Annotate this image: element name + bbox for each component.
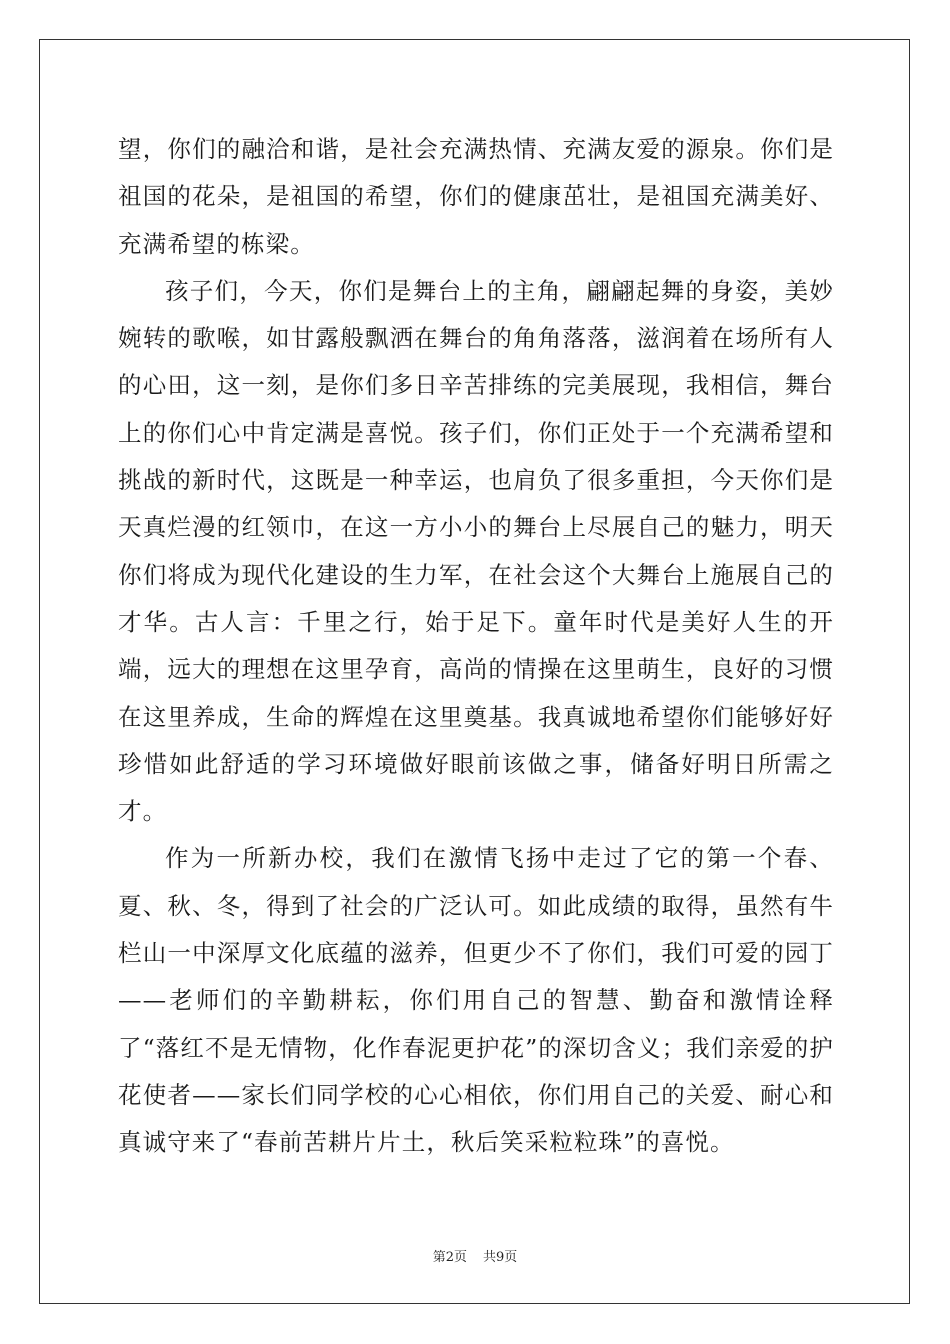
page-footer xyxy=(0,1246,950,1265)
paragraph-continued: 望，你们的融洽和谐，是社会充满热情、充满友爱的源泉。你们是祖国的花朵，是祖国的希望，你们的健康茁壮，是祖国充满美好、充满希望的栋梁。 xyxy=(118,135,834,258)
paragraph: 作为一所新办校，我们在激情飞扬中走过了它的第一个春、夏、秋、冬，得到了社会的广泛认可。如此成绩的取得，虽然有牛栏山一中深厚文化底蕴的滋养，但更少不了你们，我们可爱的园丁——老师们的辛勤耕耘，你们用自己的智慧、勤奋和激情诠释了“落红不是无情物，化作春泥更护花”的深切含义；我们亲爱的护花使者——家长们同学校的心心相依，你们用自己的关爱、耐心和真诚守来了“春前苦耕片片土，秋后笑采粒粒珠”的喜悦。 xyxy=(118,844,834,1157)
document-body xyxy=(118,126,834,1167)
page-total: 共9页 xyxy=(483,1250,518,1265)
paragraph: 孩子们，今天，你们是舞台上的主角，翩翩起舞的身姿，美妙婉转的歌喉，如甘露般飘洒在舞台的角角落落，滋润着在场所有人的心田，这一刻，是你们多日辛苦排练的完美展现，我相信，舞台上的你们心中肯定满是喜悦。孩子们，你们正处于一个充满希望和挑战的新时代，这既是一种幸运，也肩负了很多重担，今天你们是天真烂漫的红领巾，在这一方小小的舞台上尽展自己的魅力，明天你们将成为现代化建设的生力军，在社会这个大舞台上施展自己的才华。古人言：千里之行，始于足下。童年时代是美好人生的开端，远大的理想在这里孕育，高尚的情操在这里萌生，良好的习惯在这里养成，生命的辉煌在这里奠基。我真诚地希望你们能够好好珍惜如此舒适的学习环境做好眼前该做之事，储备好明日所需之才。 xyxy=(118,276,834,826)
page-number: 第2页 xyxy=(432,1250,467,1265)
